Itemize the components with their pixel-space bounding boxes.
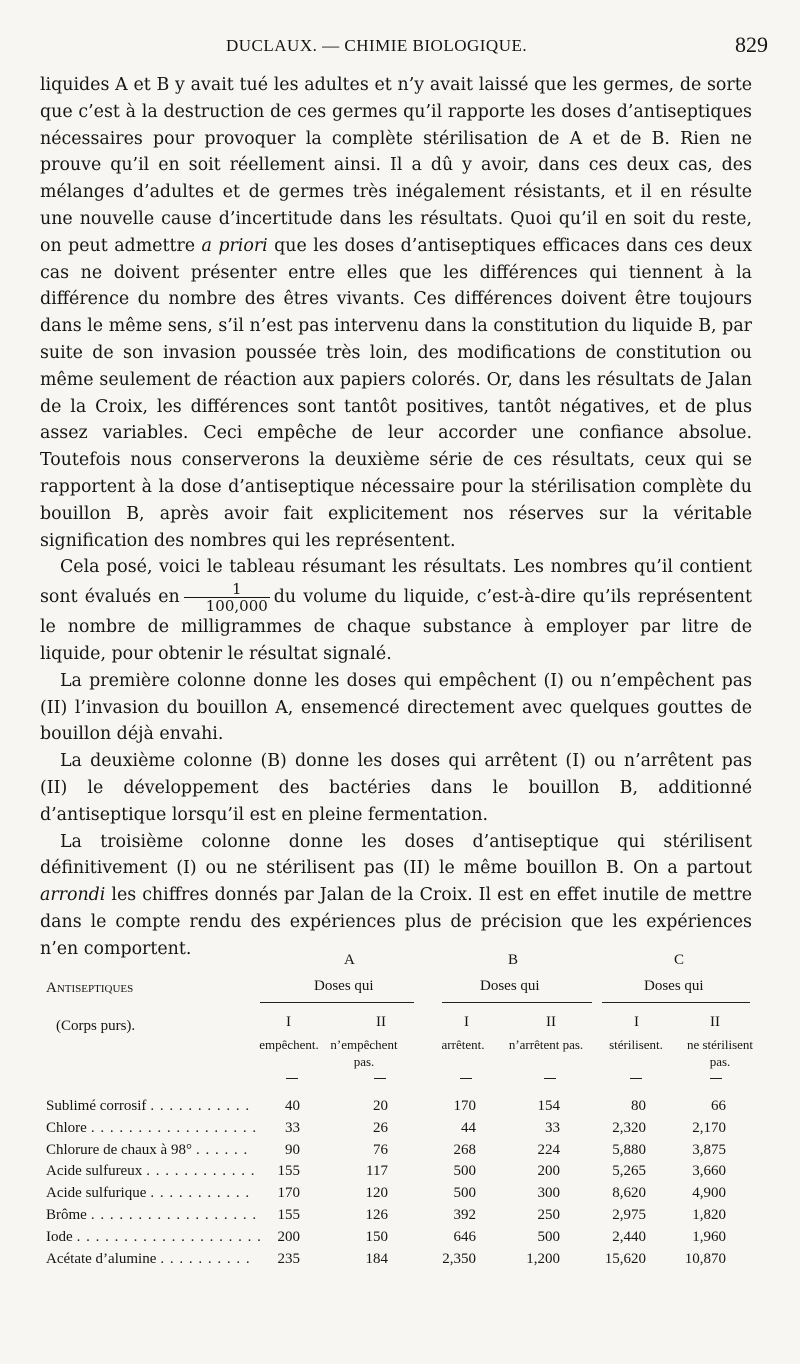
row-label: Acide sulfureux — [46, 1163, 143, 1180]
cell-value: 200 — [277, 1228, 300, 1245]
table-row — [46, 1207, 754, 1229]
cell-value: 1,960 — [692, 1228, 726, 1245]
cell-value: 3,875 — [692, 1141, 726, 1158]
cell-value: 500 — [537, 1228, 560, 1245]
cell-value: 40 — [285, 1098, 300, 1114]
row-label: Acide sulfurique — [46, 1185, 147, 1202]
col-b-1: I — [464, 1014, 469, 1030]
sub-b-1: arrêtent. — [441, 1037, 485, 1052]
leader-dots: . . . . . . . . . . . . . . . . . . — [90, 1119, 258, 1136]
paragraph-tableau-end: du volume du liquide, c’est-à-dire qu’ils représentent le nombre de milligrammes de chaque substance à employer par litre de liquide, pour obtenir le résultat signalé. — [40, 587, 752, 664]
cell-value: 392 — [453, 1207, 476, 1223]
paragraph-second-column: La deuxième colonne (B) donne les doses qui arrêtent (I) ou n’arrêtent pas (II) le développement des bactéries dans le bouillon B, additionné d’antiseptique lorsqu’il est en pleine fermentation. — [40, 751, 752, 825]
cell-value: 76 — [373, 1141, 388, 1158]
body-text — [40, 72, 752, 963]
cell-value: 33 — [545, 1119, 560, 1136]
cell-value: 80 — [631, 1098, 646, 1114]
leader-dots: . . . . . . . . . . . — [150, 1098, 251, 1114]
group-title-b: Doses qui — [480, 978, 540, 994]
italic-a-priori: a priori — [201, 235, 268, 256]
cell-value: 646 — [453, 1228, 476, 1245]
cell-value: 2,350 — [442, 1250, 476, 1267]
cell-value: 26 — [373, 1119, 388, 1136]
cell-value: 8,620 — [612, 1185, 646, 1202]
cell-value: 66 — [711, 1098, 726, 1114]
cell-value: 154 — [537, 1098, 560, 1114]
group-title-c: Doses qui — [644, 978, 704, 994]
cell-value: 1,820 — [692, 1207, 726, 1223]
cell-value: 33 — [285, 1119, 300, 1136]
fraction-numerator: 1 — [184, 581, 270, 598]
cell-value: 2,320 — [612, 1119, 646, 1136]
cell-value: 150 — [365, 1228, 388, 1245]
dash-b-1 — [460, 1078, 472, 1079]
cell-value: 184 — [365, 1250, 388, 1267]
dash-a-1 — [286, 1078, 298, 1079]
leader-dots: . . . . . . — [195, 1141, 249, 1158]
cell-value: 3,660 — [692, 1163, 726, 1180]
cell-value: 5,880 — [612, 1141, 646, 1158]
cell-value: 2,170 — [692, 1119, 726, 1136]
group-letter-c: C — [674, 952, 685, 968]
fraction — [184, 581, 270, 614]
stub-subheader: (Corps purs). — [56, 1018, 136, 1034]
cell-value: 500 — [453, 1185, 476, 1202]
row-label: Chlorure de chaux à 98° — [46, 1141, 192, 1158]
cell-value: 300 — [537, 1185, 560, 1202]
cell-value: 15,620 — [604, 1250, 646, 1267]
leader-dots: . . . . . . . . . . . — [150, 1185, 251, 1202]
brace-c — [602, 1002, 750, 1009]
table-row — [46, 1163, 754, 1185]
col-a-2: II — [376, 1014, 386, 1030]
sub-a-1: empêchent. — [259, 1037, 319, 1052]
row-label: Brôme — [46, 1207, 87, 1223]
table-row — [46, 1120, 754, 1142]
cell-value: 235 — [277, 1250, 300, 1267]
paragraph-tableau-start: Cela posé, voici le tableau résumant les résultats. Les nombres qu’il contient sont évalués en — [40, 557, 752, 608]
brace-b — [442, 1002, 592, 1009]
italic-arrondi: arrondi — [40, 885, 106, 906]
group-letter-b: B — [508, 952, 519, 968]
cell-value: 268 — [453, 1141, 476, 1158]
cell-value: 250 — [537, 1207, 560, 1223]
row-label: Chlore — [46, 1119, 87, 1136]
group-letter-a: A — [344, 952, 355, 968]
row-label: Iode — [46, 1228, 73, 1245]
table-row — [46, 1098, 754, 1120]
cell-value: 126 — [365, 1207, 388, 1223]
cell-value: 5,265 — [612, 1163, 646, 1180]
leader-dots: . . . . . . . . . . . . . . . . . . — [90, 1207, 258, 1223]
table-row — [46, 1142, 754, 1164]
results-table — [46, 952, 754, 1272]
leader-dots: . . . . . . . . . . . . — [146, 1163, 256, 1180]
running-title: DUCLAUX. — CHIMIE BIOLOGIQUE. — [226, 36, 528, 55]
col-a-1: I — [286, 1014, 291, 1030]
cell-value: 1,200 — [526, 1250, 560, 1267]
table-row — [46, 1251, 754, 1273]
cell-value: 10,870 — [684, 1250, 726, 1267]
cell-value: 2,440 — [612, 1228, 646, 1245]
cell-value: 90 — [285, 1141, 300, 1158]
cell-value: 120 — [365, 1185, 388, 1202]
table-row — [46, 1229, 754, 1251]
table-row — [46, 1185, 754, 1207]
cell-value: 44 — [461, 1119, 476, 1136]
brace-a — [260, 1002, 414, 1009]
sub-b-2: n’arrêtent pas. — [508, 1037, 584, 1052]
cell-value: 224 — [537, 1141, 560, 1158]
group-title-a: Doses qui — [314, 978, 374, 994]
col-b-2: II — [546, 1014, 556, 1030]
leader-dots: . . . . . . . . . . . . . . . . . . . . — [76, 1228, 262, 1245]
sub-a-2: n’empêchent pas. — [330, 1037, 398, 1069]
page-number: 829 — [735, 32, 768, 57]
row-label: Acétate d’alumine — [46, 1250, 157, 1267]
stub-header: Antiseptiques — [46, 980, 134, 996]
dash-c-2 — [710, 1078, 722, 1079]
cell-value: 155 — [277, 1207, 300, 1223]
leader-dots: . . . . . . . . . . — [160, 1250, 251, 1267]
running-header — [38, 30, 768, 62]
cell-value: 117 — [366, 1163, 388, 1180]
sub-c-2: ne stérilisent pas. — [686, 1037, 754, 1069]
paragraph-third-column: La troisième colonne donne les doses d’antiseptique qui stérilisent définitivement (I) ou ne stérilisent pas (II) le même bouillon B. On a partout arrondi les chiffres donnés par Jalan de la Croix. Il est en effet inutile de mettre dans le compte rendu des expériences plus de précision que les expériences n’en comportent. — [40, 831, 752, 959]
fraction-denominator: 100,000 — [205, 597, 268, 616]
cell-value: 200 — [537, 1163, 560, 1180]
dash-a-2 — [374, 1078, 386, 1079]
dash-c-1 — [630, 1078, 642, 1079]
cell-value: 4,900 — [692, 1185, 726, 1202]
paragraph-continuation: liquides A et B y avait tué les adultes et n’y avait laissé que les germes, de sorte que c’est à la destruction de ces germes qu’il rapporte les doses d’antiseptiques nécessaires pour provoquer la complète stérilisation de A et de B. Rien ne prouve qu’il en soit réellement ainsi. Il a dû y avoir, dans ces deux cas, des mélanges d’adultes et de germes très inégalement résistants, et il en résulte une nouvelle cause d’incertitude dans les résultats. Quoi qu’il en soit du reste, on peut admettre a priori que les doses d’antiseptiques efficaces dans ces deux cas ne doivent présenter entre elles que les différences qui tiennent à la différence du nombre des êtres vivants. Ces différences doivent être toujours dans le même sens, s’il n’est pas intervenu dans la constitution du liquide B, par suite de son invasion poussée très loin, des modifications de constitution ou même seulement de réaction aux papiers colorés. Or, dans les résultats de Jalan de la Croix, les différences sont tantôt positives, tantôt négatives, et de plus assez variables. Ceci empêche de leur accorder une confiance absolue. Toutefois nous conserverons la deuxième série de ces résultats, ceux qui se rapportent à la dose d’antiseptique nécessaire pour la stérilisation complète du bouillon B, après avoir fait explicitement nos réserves sur la véritable signification des nombres qui les représentent. — [40, 75, 753, 551]
cell-value: 500 — [453, 1163, 476, 1180]
cell-value: 170 — [453, 1098, 476, 1114]
cell-value: 20 — [373, 1098, 388, 1114]
paragraph-tableau — [40, 554, 752, 667]
cell-value: 170 — [277, 1185, 300, 1202]
col-c-2: II — [710, 1014, 720, 1030]
col-c-1: I — [634, 1014, 639, 1030]
dash-b-2 — [544, 1078, 556, 1079]
cell-value: 2,975 — [612, 1207, 646, 1223]
paragraph-first-column: La première colonne donne les doses qui empêchent (I) ou n’empêchent pas (II) l’invasion du bouillon A, ensemencé directement avec quelques gouttes de bouillon déjà envahi. — [40, 670, 752, 745]
row-label: Sublimé corrosif — [46, 1098, 147, 1114]
cell-value: 155 — [277, 1163, 300, 1180]
sub-c-1: stérilisent. — [609, 1037, 663, 1052]
